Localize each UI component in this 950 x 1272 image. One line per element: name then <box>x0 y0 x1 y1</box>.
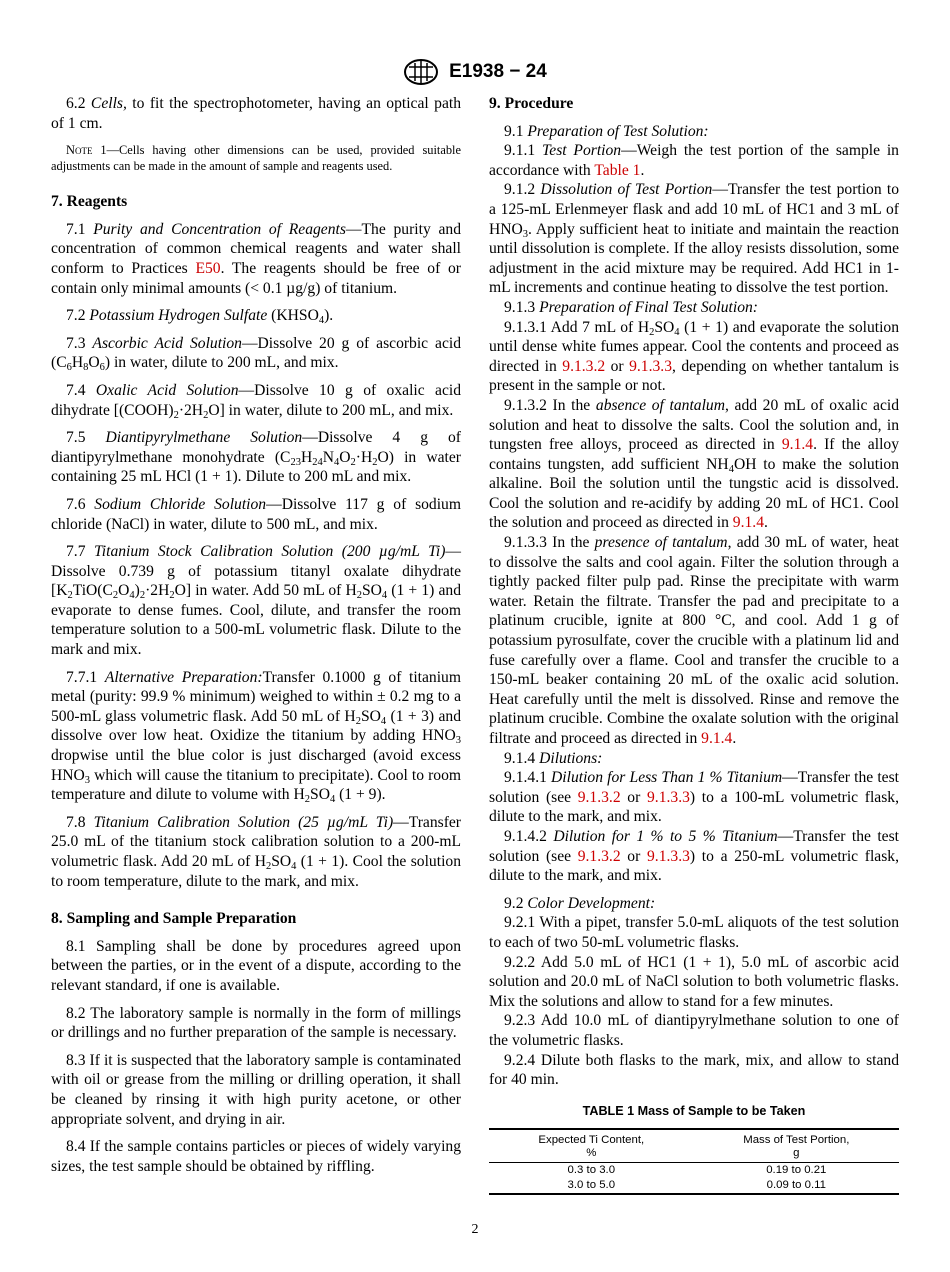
ref-9-1-3-2-link[interactable]: 9.1.3.2 <box>577 788 621 806</box>
section-9-2-2: 9.2.2 Add 5.0 mL of HC1 (1 + 1), 5.0 mL of ascorbic acid solution and 20.0 mL of NaCl solution to both volumetric flasks. Mix the solutions and allow to stand for a few minutes. <box>489 953 899 1010</box>
ref-9-1-4-link[interactable]: 9.1.4 <box>732 514 764 532</box>
section-7-2: 7.2 Potassium Hydrogen Sulfate $(KHSO_4)$. <box>66 307 334 327</box>
note-1: Note 1—Cells having other dimensions can be used, provided suitable adjustments can be made in the amount of sample and reagents used. <box>51 143 461 173</box>
table-row <box>489 1178 899 1194</box>
column-header-ti-content: Expected Ti Content, % <box>538 1133 645 1159</box>
section-8-3: 8.3 If it is suspected that the laboratory sample is contaminated with oil or grease from the milling or drilling operation, it shall be cleaned by rinsing it with high purity acetone, or other appropriate solvent, and drying in air. <box>51 1051 461 1128</box>
table-1 <box>489 1102 899 1195</box>
ref-9-1-3-3-link[interactable]: 9.1.3.3 <box>647 847 690 865</box>
section-7-6: 7.6 Sodium Chloride Solution—Dissolve 117 g of sodium chloride (NaCl) in water, dilute to 500 mL, and mix. <box>51 495 461 533</box>
heading-procedure: 9. Procedure <box>489 95 574 112</box>
section-9-1-3-1: 9.1.3.1 Add 7 mL of $H_2SO_4$ (1 + 1) and evaporate the solution until dense white fumes appear. Cool the contents and proceed as directed in 9.1.3.2 or 9.1.3.3, depending on whether tantalum is present in the sample or not. <box>489 318 900 395</box>
left-column <box>51 94 461 1176</box>
table-row <box>489 1162 899 1178</box>
astm-logo-icon <box>403 58 439 86</box>
ref-e50-link[interactable]: E50 <box>195 259 221 277</box>
section-7-1: 7.1 Purity and Concentration of Reagents—The purity and concentration of common chemical reagents and water shall conform to Practices E50. The reagents should be free of or contain only minimal amounts (< 0.1 µg/g) of titanium. <box>51 220 461 297</box>
section-9-1-4-1: 9.1.4.1 Dilution for Less Than 1 % Titanium—Transfer the test solution (see 9.1.3.2 or 9.1.3.3) to a 100-mL volumetric flask, dilute to the mark, and mix. <box>489 769 899 826</box>
ref-9-1-3-2-link[interactable]: 9.1.3.2 <box>577 847 621 865</box>
table-title: TABLE 1 Mass of Sample to be Taken <box>582 1104 806 1118</box>
table-cell: 0.09 to 0.11 <box>766 1178 826 1191</box>
table-cell: 0.3 to 3.0 <box>567 1163 616 1176</box>
heading-reagents: 7. Reagents <box>51 193 128 211</box>
column-header-mass: Mass of Test Portion, g <box>743 1133 850 1159</box>
ref-9-1-3-3-link[interactable]: 9.1.3.3 <box>647 788 690 806</box>
right-column <box>489 94 899 1090</box>
section-7-5: 7.5 Diantipyrylmethane Solution—Dissolve 4 g of diantipyrylmethane monohydrate $(C_{23}H_{24}N_4O_2\cdot H_2O)$ in water containing 25 mL HCl (1 + 1). Dilute to 200 mL and mix. <box>51 429 462 486</box>
section-7-8: 7.8 Titanium Calibration Solution (25 µg/mL Ti)—Transfer 25.0 mL of the titanium stock calibration solution to a 200-mL volumetric flask. Add 20 mL of $H_2SO_4$ (1 + 1). Cool the solution to room temperature, dilute to the mark, and mix. <box>51 813 461 890</box>
section-9-1-1: 9.1.1 Test Portion—Weigh the test portion of the sample in accordance with Table 1. <box>489 142 899 179</box>
section-7-7-1: 7.7.1 Alternative Preparation:Transfer 0.1000 g of titanium metal (purity: 99.9 % minimum) weighed to within ± 0.2 mg to a 500-mL glass volumetric flask. Add 50 mL of $H_2SO_4$ (1 + 3) and dissolve over low heat. Oxidize the titanium by adding $HNO_3$ dropwise until the blue color is just discharged (avoid excess $HNO_3$ which will cause the titanium to precipitate). Cool to room temperature and dilute to volume with $H_2SO_4$ (1 + 9). <box>51 668 461 806</box>
page-header <box>0 58 950 86</box>
section-7-7: 7.7 Titanium Stock Calibration Solution (200 µg/mL Ti)—Dissolve 0.739 g of potassium titanyl oxalate dihydrate $[K_2TiO(C_2O_4)_2\cdot 2H_2O]$ in water. Add 50 mL of $H_2SO_4$ (1 + 1) and evaporate to dense fumes. Cool, dilute, and transfer the room temperature solution to a 500-mL volumetric flask. Dilute to the mark and mix. <box>51 543 461 659</box>
ref-9-1-3-3-link[interactable]: 9.1.3.3 <box>629 357 672 375</box>
heading-sampling: 8. Sampling and Sample Preparation <box>51 910 297 928</box>
section-7-4: 7.4 Oxalic Acid Solution—Dissolve 10 g of oxalic acid dihydrate $[(COOH)_2\cdot 2H_2O]$ in water, dilute to 200 mL, and mix. <box>51 381 462 421</box>
standard-designation: E1938 − 24 <box>449 61 547 83</box>
section-9-2-4: 9.2.4 Dilute both flasks to the mark, mix, and allow to stand for 40 min. <box>489 1051 899 1089</box>
section-7-3: 7.3 Ascorbic Acid Solution—Dissolve 20 g of ascorbic acid $(C_6H_8O_6)$ in water, dilute to 200 mL, and mix. <box>51 334 461 374</box>
section-8-4: 8.4 If the sample contains particles or pieces of widely varying sizes, the test sample should be obtained by riffling. <box>51 1138 461 1175</box>
ref-9-1-4-link[interactable]: 9.1.4 <box>701 730 733 747</box>
section-9-2-3: 9.2.3 Add 10.0 mL of diantipyrylmethane solution to one of the volumetric flasks. <box>489 1012 899 1049</box>
section-9-2: 9.2 Color Development: <box>504 894 656 912</box>
section-9-1-3: 9.1.3 Preparation of Final Test Solution: <box>504 298 758 316</box>
section-9-1-4-2: 9.1.4.2 Dilution for 1 % to 5 % Titanium—Transfer the test solution (see 9.1.3.2 or 9.1.3.3) to a 250-mL volumetric flask, dilute to the mark, and mix. <box>489 827 899 885</box>
section-9-1-3-3: 9.1.3.3 In the presence of tantalum, add 30 mL of water, heat to dissolve the salts and cool again. Filter the solution through a tightly packed filter pulp pad. Rinse the precipitate with warm water. Retain the filtrate. Transfer the pad and precipitate to a platinum crucible, ignite at 800 °C, and cool. Add 1 g of potassium pyrosulfate, cover the crucible with a platinum lid and fuse carefully over a flame. Cool and transfer the crucible to a 150-mL beaker containing 20 mL of the oxalic acid solution. Heat carefully until the melt is dissolved. Rinse and remove the platinum crucible. Combine the oxalate solution with the original filtrate and proceed as directed in 9.1.4. <box>489 534 899 747</box>
table-header-row <box>489 1129 899 1163</box>
ref-9-1-4-link[interactable]: 9.1.4 <box>781 436 814 454</box>
table-cell: 3.0 to 5.0 <box>567 1178 616 1191</box>
section-8-2: 8.2 The laboratory sample is normally in the form of millings or drillings and no further preparation of the sample is necessary. <box>51 1004 461 1042</box>
section-9-1-3-2: 9.1.3.2 In the absence of tantalum, add 20 mL of oxalic acid solution and heat to dissolve the salts. Cool the solution and, in tungsten free alloys, proceed as directed in 9.1.4. If the alloy contains tungsten, add sufficient $NH_4OH$ to make the solution alkaline. Boil the solution until the tungstic acid is dissolved. Cool the solution and re-acidify by adding 20 mL of HC1. Cool the solution and proceed as directed in 9.1.4. <box>489 396 899 532</box>
page-number: 2 <box>471 1222 479 1237</box>
section-9-1-2: 9.1.2 Dissolution of Test Portion—Transfer the test portion to a 125-mL Erlenmeyer flask and add 10 mL of HC1 and 3 mL of $HNO_3$. Apply sufficient heat to initiate and maintain the reaction until dissolution is complete. If the alloy resists dissolution, some adjustment in the acid mixture may be required. Add HC1 in 1-mL increments and continue heating to dissolve the test portion. <box>489 181 899 297</box>
mass-table <box>489 1128 899 1195</box>
section-8-1: 8.1 Sampling shall be done by procedures agreed upon between the parties, or in the event of a dispute, according to the relevant standard, if one is available. <box>51 937 461 994</box>
section-9-2-1: 9.2.1 With a pipet, transfer 5.0-mL aliquots of the test solution to each of two 50-mL volumetric flasks. <box>489 914 899 951</box>
section-6-2: 6.2 Cells, to fit the spectrophotometer, having an optical path of 1 cm. <box>51 95 461 132</box>
section-9-1-4: 9.1.4 Dilutions: <box>504 749 603 767</box>
table-cell: 0.19 to 0.21 <box>766 1163 827 1176</box>
ref-table1-link[interactable]: Table 1 <box>594 161 641 179</box>
ref-9-1-3-2-link[interactable]: 9.1.3.2 <box>562 357 606 375</box>
section-9-1: 9.1 Preparation of Test Solution: <box>504 122 709 140</box>
